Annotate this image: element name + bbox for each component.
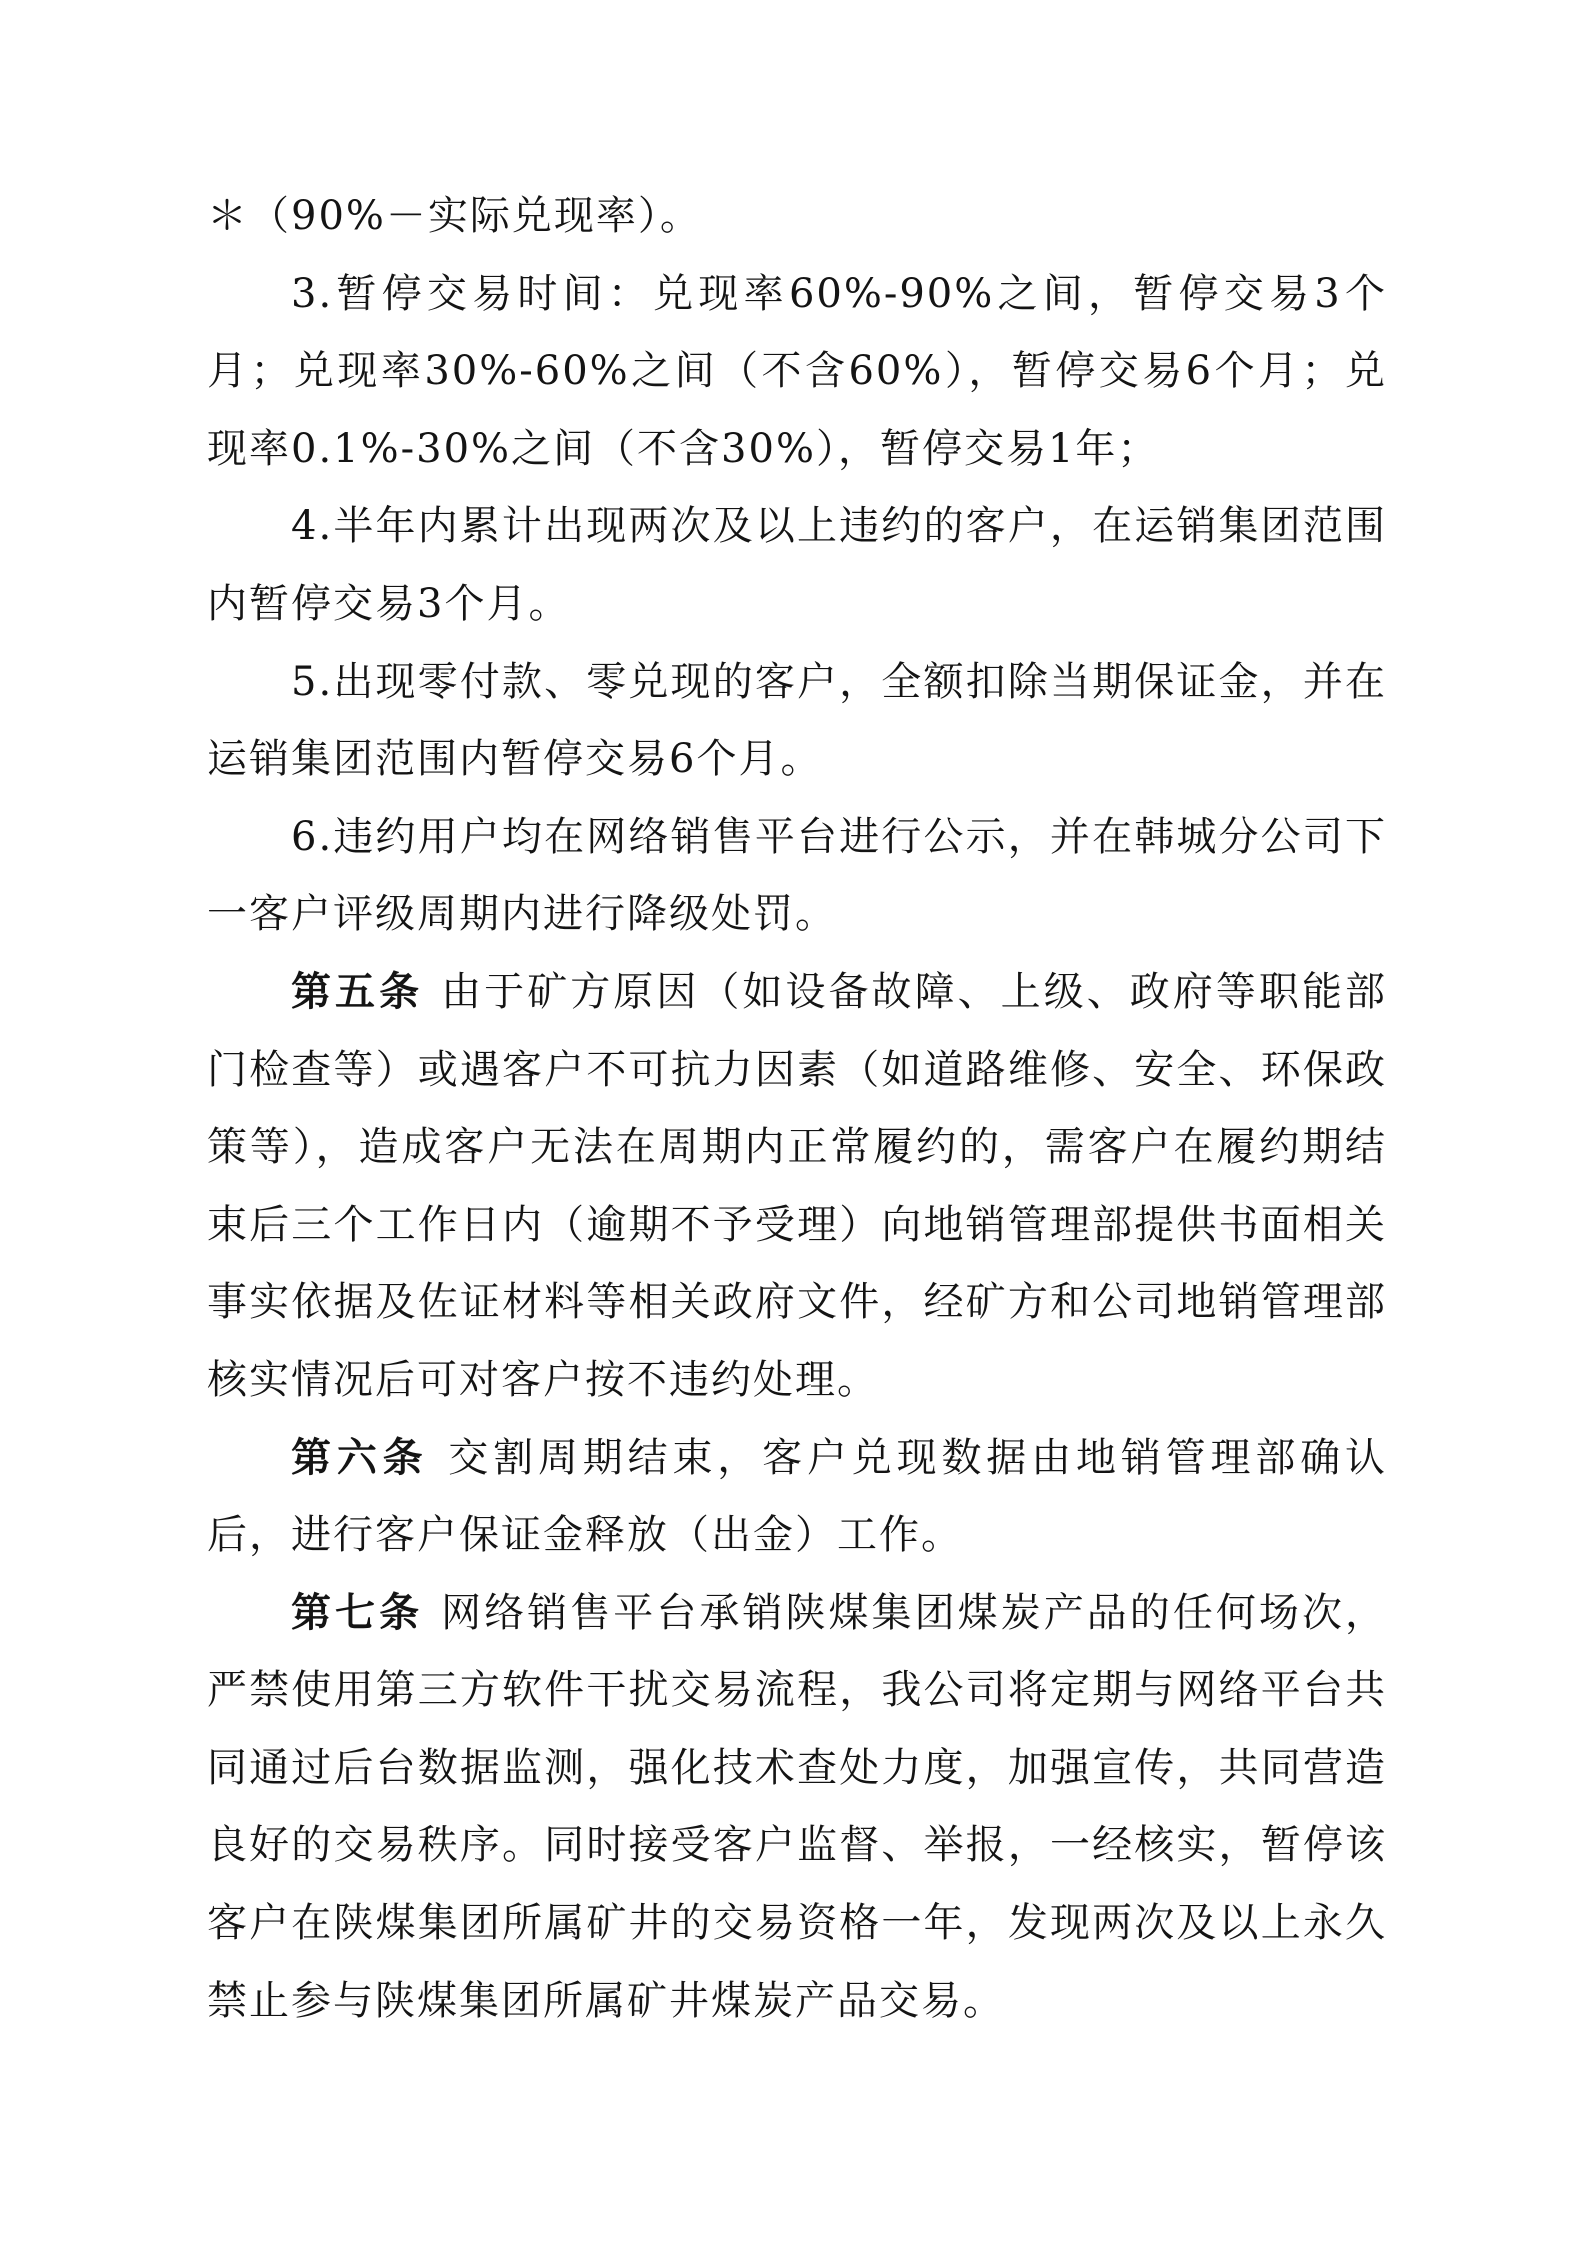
article-seven-text: 网络销售平台承销陕煤集团煤炭产品的任何场次，严禁使用第三方软件干扰交易流程，我公司将定期与网络平台共同通过后台数据监测，强化技术查处力度，加强宣传，共同营造良好的交易秩序。同时接受客户监督、举报，一经核实，暂停该客户在陕煤集团所属矿井的交易资格一年，发现两次及以上永久禁止参与陕煤集团所属矿井煤炭产品交易。 [207, 1589, 1388, 2024]
article-five [207, 954, 1387, 1420]
paragraph-formula-continuation [207, 178, 1387, 256]
paragraph-text: ＊（90%－实际兑现率）。 [207, 193, 702, 239]
article-six-text: 交割周期结束，客户兑现数据由地销管理部确认后，进行客户保证金释放（出金）工作。 [207, 1434, 1387, 1559]
article-six-label: 第六条 [291, 1434, 449, 1481]
paragraph-suspension-period [207, 256, 1387, 489]
article-six [207, 1420, 1387, 1575]
paragraph-zero-payment [207, 644, 1387, 799]
paragraph-text: 3.暂停交易时间：兑现率60%-90%之间，暂停交易3个月；兑现率30%-60%之间（不含60%），暂停交易6个月；兑现率0.1%-30%之间（不含30%），暂停交易1年； [207, 270, 1387, 472]
paragraph-text: 4.半年内累计出现两次及以上违约的客户，在运销集团范围内暂停交易3个月。 [207, 503, 1387, 627]
article-seven-label: 第七条 [291, 1589, 442, 1636]
paragraph-text: 5.出现零付款、零兑现的客户，全额扣除当期保证金，并在运销集团范围内暂停交易6个月。 [207, 658, 1387, 783]
article-five-text: 由于矿方原因（如设备故障、上级、政府等职能部门检查等）或遇客户不可抗力因素（如道路维修、安全、环保政策等），造成客户无法在周期内正常履约的，需客户在履约期结束后三个工作日内（逾期不予受理）向地销管理部提供书面相关事实依据及佐证材料等相关政府文件，经矿方和公司地销管理部核实情况后可对客户按不违约处理。 [207, 968, 1388, 1403]
paragraph-repeated-default [207, 488, 1387, 643]
article-five-label: 第五条 [291, 968, 442, 1015]
article-seven [207, 1575, 1387, 2041]
paragraph-public-notice [207, 799, 1387, 954]
document-body [207, 178, 1387, 2040]
paragraph-text: 6.违约用户均在网络销售平台进行公示，并在韩城分公司下一客户评级周期内进行降级处罚。 [207, 813, 1387, 938]
